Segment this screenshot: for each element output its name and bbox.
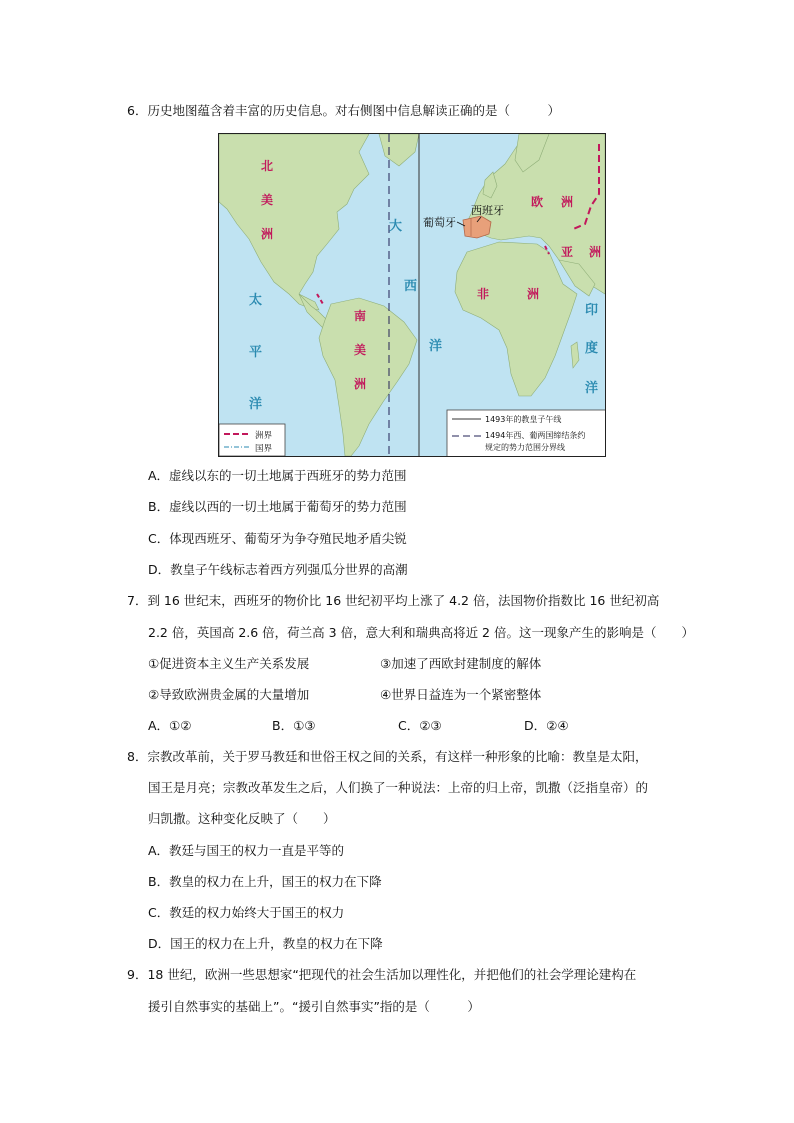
map-label-pacific-1: 太 bbox=[249, 293, 263, 308]
q8-option-b[interactable]: B．教皇的权力在上升，国王的权力在下降 bbox=[148, 874, 382, 889]
q8-option-d[interactable]: D．国王的权力在上升，教皇的权力在下降 bbox=[148, 936, 383, 951]
map-label-spain: 西班牙 bbox=[471, 204, 504, 217]
q7-choice-b[interactable]: B．①③ bbox=[272, 718, 316, 733]
map-label-indian-2: 度 bbox=[585, 341, 599, 356]
q6-option-a[interactable]: A．虚线以东的一切土地属于西班牙的势力范围 bbox=[148, 468, 407, 483]
q7-choice-d[interactable]: D．②④ bbox=[524, 718, 569, 733]
q6-option-d[interactable]: D．教皇子午线标志着西方列强瓜分世界的高潮 bbox=[148, 562, 408, 577]
map-label-portugal: 葡萄牙 bbox=[423, 216, 456, 229]
legend-continent-boundary: 洲界 bbox=[255, 431, 273, 441]
map-drawing bbox=[219, 134, 605, 456]
q7-item-3: ③加速了西欧封建制度的解体 bbox=[380, 656, 542, 671]
map-label-as-1: 亚 bbox=[561, 245, 574, 259]
madagascar bbox=[571, 342, 579, 368]
question-8-stem-line-3: 归凯撒。这种变化反映了（ ） bbox=[148, 811, 336, 826]
question-6-stem: 6．历史地图蕴含着丰富的历史信息。对右侧图中信息解读正确的是（ ） bbox=[127, 103, 560, 118]
americas-boundary bbox=[317, 294, 323, 304]
map-label-sa-3: 洲 bbox=[354, 377, 367, 391]
question-7-stem-line-2: 2.2 倍，英国高 2.6 倍，荷兰高 3 倍，意大利和瑞典高将近 2 倍。这一现象产生的影响是（ ） bbox=[148, 625, 694, 640]
question-8-stem-line-1: 8．宗教改革前，关于罗马教廷和世俗王权之间的关系，有这样一种形象的比喻：教皇是太阳， bbox=[127, 749, 648, 764]
q7-item-1: ①促进资本主义生产关系发展 bbox=[148, 656, 310, 671]
historical-map bbox=[218, 133, 606, 457]
legend-left bbox=[219, 424, 285, 456]
question-7-stem-line-1: 7．到 16 世纪末，西班牙的物价比 16 世纪初平均上涨了 4.2 倍，法国物价指数比 16 世纪初高 bbox=[127, 593, 660, 608]
map-label-na-3: 洲 bbox=[261, 227, 274, 241]
map-label-na-1: 北 bbox=[261, 159, 274, 173]
map-label-eu-2: 洲 bbox=[561, 195, 574, 209]
legend-papal-meridian: 1493年的教皇子午线 bbox=[485, 415, 562, 424]
q8-option-a[interactable]: A．教廷与国王的权力一直是平等的 bbox=[148, 843, 345, 858]
question-9-stem-line-1: 9．18 世纪，欧洲一些思想家“把现代的社会生活加以理性化，并把他们的社会学理论建构在 bbox=[127, 967, 637, 982]
map-label-pacific-2: 平 bbox=[249, 345, 263, 360]
africa-landmass bbox=[455, 242, 577, 396]
map-label-eu-1: 欧 bbox=[531, 195, 544, 209]
north-america-landmass bbox=[219, 134, 369, 310]
map-label-af-1: 非 bbox=[477, 287, 490, 301]
map-label-af-2: 洲 bbox=[527, 287, 540, 301]
map-label-as-2: 洲 bbox=[589, 245, 602, 259]
q7-item-2: ②导致欧洲贵金属的大量增加 bbox=[148, 687, 310, 702]
greenland bbox=[379, 134, 419, 166]
map-label-indian-1: 印 bbox=[585, 303, 599, 318]
map-label-atlantic-1: 大 bbox=[389, 219, 403, 234]
q7-choice-c[interactable]: C．②③ bbox=[398, 718, 442, 733]
map-label-atlantic-3: 洋 bbox=[429, 339, 443, 354]
legend-treaty-line-1: 1494年西、葡两国缔结条约 bbox=[485, 431, 586, 440]
q8-option-c[interactable]: C．教廷的权力始终大于国王的权力 bbox=[148, 905, 345, 920]
iberian-peninsula bbox=[463, 216, 491, 238]
q7-choice-a[interactable]: A．①② bbox=[148, 718, 192, 733]
map-label-atlantic-2: 西 bbox=[404, 279, 418, 294]
question-9-stem-line-2: 援引自然事实的基础上”。“援引自然事实”指的是（ ） bbox=[148, 999, 480, 1014]
map-label-indian-3: 洋 bbox=[585, 381, 599, 396]
question-8-stem-line-2: 国王是月亮；宗教改革发生之后，人们换了一种说法：上帝的归上帝，凯撒（泛指皇帝）的 bbox=[148, 780, 649, 795]
map-label-na-2: 美 bbox=[261, 193, 274, 207]
legend-treaty-line-2: 规定的势力范围分界线 bbox=[485, 443, 565, 452]
map-label-pacific-3: 洋 bbox=[249, 397, 263, 412]
q7-item-4: ④世界日益连为一个紧密整体 bbox=[380, 687, 542, 702]
q6-option-c[interactable]: C．体现西班牙、葡萄牙为争夺殖民地矛盾尖锐 bbox=[148, 531, 407, 546]
legend-national-boundary: 国界 bbox=[255, 444, 273, 454]
legend-right bbox=[447, 410, 605, 456]
south-america-landmass bbox=[319, 298, 417, 456]
map-label-sa-1: 南 bbox=[354, 309, 367, 323]
map-label-sa-2: 美 bbox=[354, 343, 367, 357]
q6-option-b[interactable]: B．虚线以西的一切土地属于葡萄牙的势力范围 bbox=[148, 499, 407, 514]
